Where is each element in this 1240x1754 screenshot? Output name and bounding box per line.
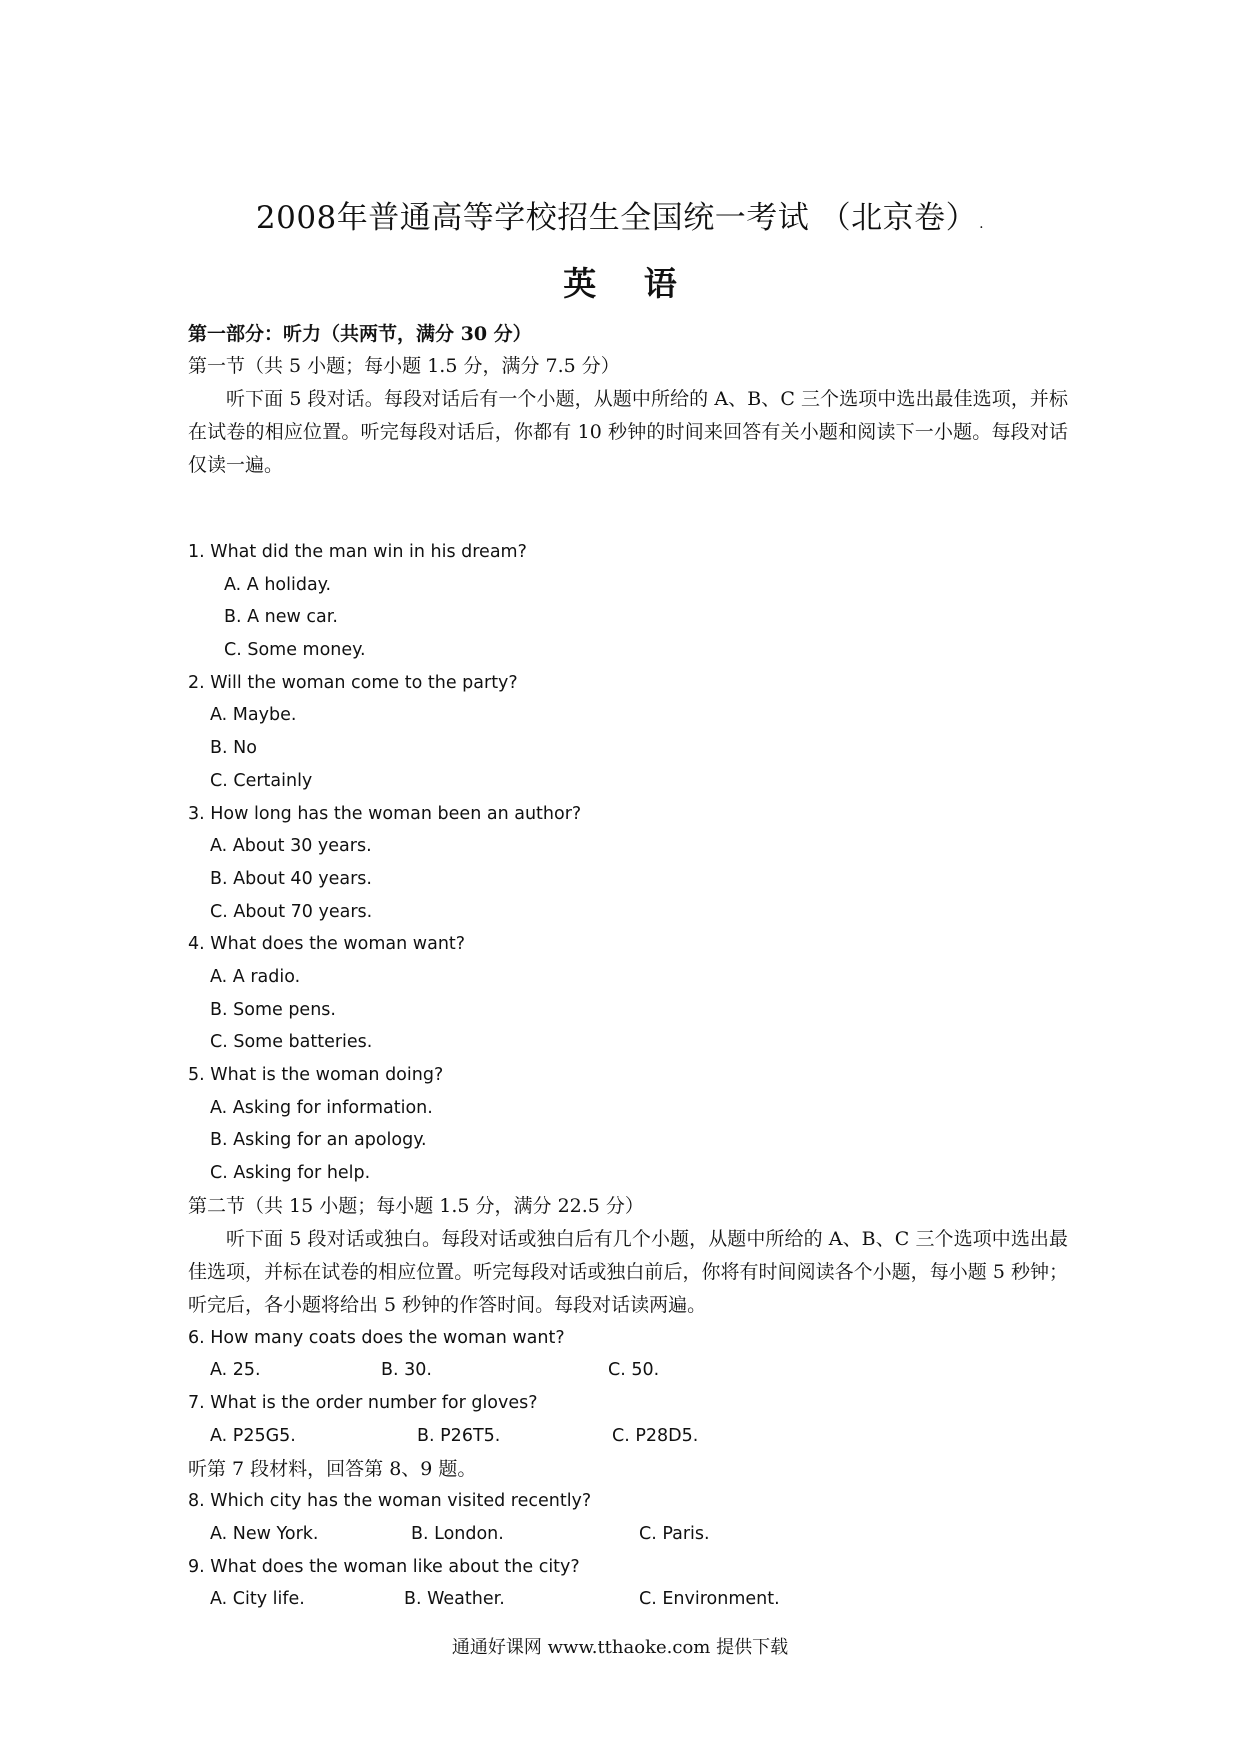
question-2-option-b: B. No <box>210 738 257 759</box>
question-5-option-b: B. Asking for an apology. <box>210 1130 427 1151</box>
question-6-option-c: C. 50. <box>608 1360 660 1381</box>
section2-heading: 第二节（共 15 小题；每小题 1.5 分，满分 22.5 分） <box>188 1194 644 1217</box>
question-6-options <box>188 1354 1068 1387</box>
question-7-stem: 7. What is the order number for gloves? <box>188 1393 538 1414</box>
title-mark: . <box>979 216 985 232</box>
question-2-option-c: C. Certainly <box>210 770 313 791</box>
question-4-option-b: B. Some pens. <box>210 999 336 1020</box>
question-9-stem: 9. What does the woman like about the city? <box>188 1556 580 1577</box>
exam-title-text: 2008年普通高等学校招生全国统一考试 （北京卷） <box>255 200 978 236</box>
question-6-option-b: B. 30. <box>381 1360 432 1381</box>
question-8-option-c: C. Paris. <box>639 1523 710 1544</box>
question-9-option-b: B. Weather. <box>404 1589 505 1610</box>
section1-heading: 第一节（共 5 小题；每小题 1.5 分，满分 7.5 分） <box>188 355 620 377</box>
question-4-option-a: A. A radio. <box>210 966 301 987</box>
question-9-option-a: A. City life. <box>210 1589 305 1610</box>
question-8-option-b: B. London. <box>411 1523 504 1544</box>
question-8-stem: 8. Which city has the woman visited recently? <box>188 1491 592 1512</box>
exam-content <box>188 318 1068 1616</box>
spacer <box>188 482 1068 536</box>
part1-heading: 第一部分：听力（共两节，满分 30 分） <box>188 323 532 345</box>
material-7-note: 听第 7 段材料，回答第 8、9 题。 <box>188 1457 477 1480</box>
exam-title <box>0 192 1240 237</box>
question-4-option-c: C. Some batteries. <box>210 1032 373 1053</box>
question-1-option-a: A. A holiday. <box>224 574 332 595</box>
question-7-option-c: C. P28D5. <box>612 1425 699 1446</box>
question-5-stem: 5. What is the woman doing? <box>188 1065 444 1085</box>
subject-title: 英 语 <box>563 264 695 303</box>
question-9-options <box>188 1583 1068 1616</box>
question-7-option-a: A. P25G5. <box>210 1425 296 1446</box>
question-3-option-c: C. About 70 years. <box>210 901 373 922</box>
question-7-options <box>188 1420 1068 1453</box>
question-3-stem: 3. How long has the woman been an author? <box>188 803 582 824</box>
question-6-option-a: A. 25. <box>210 1360 261 1381</box>
question-4-stem: 4. What does the woman want? <box>188 934 466 955</box>
question-8-options <box>188 1518 1068 1551</box>
question-7-option-b: B. P26T5. <box>417 1425 501 1446</box>
question-3-option-b: B. About 40 years. <box>210 868 372 889</box>
question-1-option-c: C. Some money. <box>224 640 366 661</box>
footer-watermark: 通通好课网 www.tthaoke.com 提供下载 <box>451 1637 789 1658</box>
question-8-option-a: A. New York. <box>210 1523 319 1544</box>
question-2-option-a: A. Maybe. <box>210 705 297 726</box>
section1-instructions: 听下面 5 段对话。每段对话后有一个小题，从题中所给的 A、B、C 三个选项中选出最佳选项，并标在试卷的相应位置。听完每段对话后，你都有 10 秒钟的时间来回答有关小题和阅读下一小题。每段对话仅读一遍。 <box>188 388 1068 476</box>
question-5-option-c: C. Asking for help. <box>210 1163 371 1184</box>
question-6-stem: 6. How many coats does the woman want? <box>188 1327 565 1348</box>
question-5-option-a: A. Asking for information. <box>210 1097 433 1118</box>
question-3-option-a: A. About 30 years. <box>210 836 372 857</box>
question-9-option-c: C. Environment. <box>639 1589 780 1610</box>
section2-instructions: 听下面 5 段对话或独白。每段对话或独白后有几个小题，从题中所给的 A、B、C 三个选项中选出最佳选项，并标在试卷的相应位置。听完每段对话或独白前后，你将有时间阅读各个小题，每小题 5 秒钟；听完后，各小题将给出 5 秒钟的作答时间。每段对话读两遍。 <box>188 1227 1068 1316</box>
question-2-stem: 2. Will the woman come to the party? <box>188 672 518 693</box>
question-1-stem: 1. What did the man win in his dream? <box>188 542 527 562</box>
question-1-option-b: B. A new car. <box>224 607 338 628</box>
